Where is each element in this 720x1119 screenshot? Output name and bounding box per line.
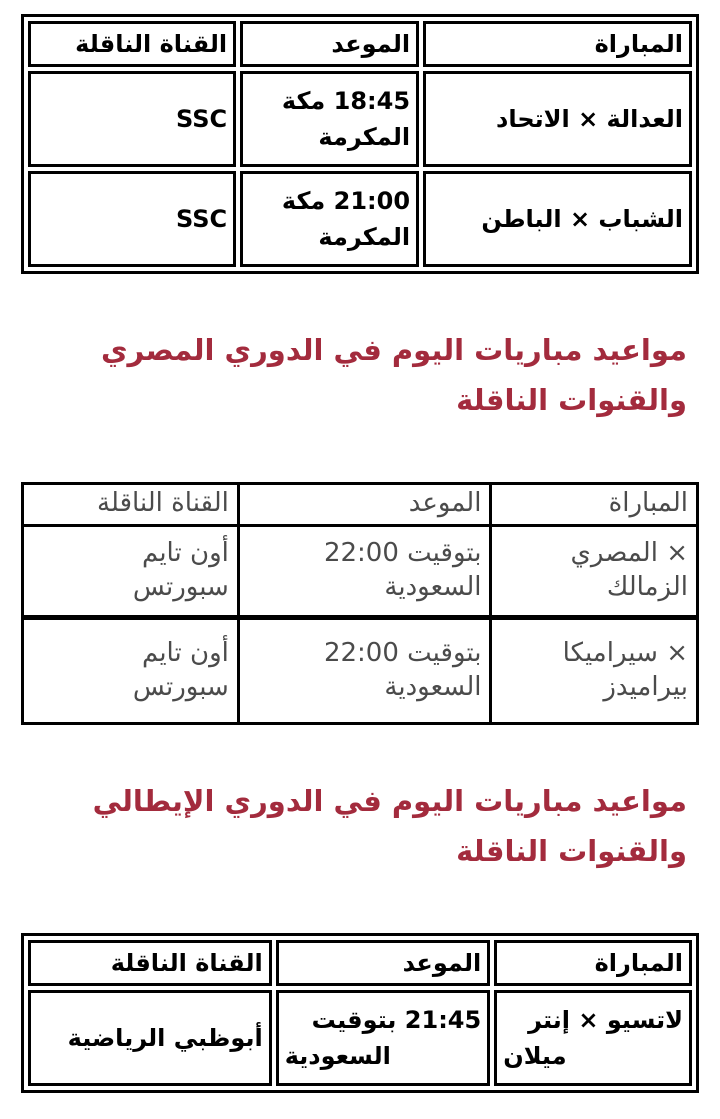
cell-line: السعودية xyxy=(384,671,482,702)
table-row xyxy=(23,617,698,723)
cell-line: سبورتس xyxy=(132,571,229,602)
header-cell-match: المباراة xyxy=(494,940,692,986)
channel-cell xyxy=(28,171,236,267)
heading-line: مواعيد مباريات اليوم في الدوري المصري xyxy=(100,333,687,367)
header-cell-time: الموعد xyxy=(276,940,491,986)
header-cell-match: المباراة xyxy=(491,483,698,525)
schedule-table-saudi xyxy=(21,14,699,274)
channel-cell xyxy=(23,617,239,723)
cell-line: المكرمة xyxy=(318,123,411,151)
table-header-row xyxy=(28,21,692,67)
heading-line: مواعيد مباريات اليوم في الدوري الإيطالي xyxy=(92,783,687,818)
cell-line: السعودية xyxy=(284,1041,391,1070)
channel-cell xyxy=(28,71,236,167)
time-cell xyxy=(238,617,491,723)
schedule-table-egyptian xyxy=(21,482,699,725)
cell-line: ميلان xyxy=(503,1041,567,1070)
cell-line: سيراميكا × xyxy=(562,637,688,668)
table-header-row xyxy=(28,940,692,986)
cell-line: المصري × xyxy=(570,537,688,568)
cell-line: العدالة × الاتحاد xyxy=(496,105,683,133)
header-cell-channel: القناة الناقلة xyxy=(23,483,239,525)
table-row xyxy=(28,990,692,1086)
heading-line: والقنوات الناقلة xyxy=(456,833,687,868)
cell-line: SSC xyxy=(176,105,228,133)
cell-line: أون تايم xyxy=(142,637,229,668)
cell-line: SSC xyxy=(176,205,228,233)
match-cell xyxy=(491,525,698,617)
table-row xyxy=(23,525,698,617)
header-cell-channel: القناة الناقلة xyxy=(28,21,236,67)
cell-line: 22:00 بتوقيت xyxy=(323,637,482,668)
cell-line: أبوظبي الرياضية xyxy=(67,1023,263,1052)
match-cell xyxy=(494,990,692,1086)
cell-line: 21:45 بتوقيت xyxy=(311,1005,482,1034)
cell-line: السعودية xyxy=(384,571,482,602)
header-cell-time: الموعد xyxy=(238,483,491,525)
match-cell xyxy=(491,617,698,723)
cell-line: المكرمة xyxy=(318,223,411,251)
section-heading-egyptian-league xyxy=(21,326,699,426)
cell-line: سبورتس xyxy=(132,671,229,702)
schedule-table-italian xyxy=(21,933,699,1093)
time-cell xyxy=(240,171,419,267)
cell-line: لاتسيو × إنتر xyxy=(528,1005,683,1034)
cell-line: أون تايم xyxy=(142,537,229,568)
match-cell xyxy=(423,171,692,267)
cell-line: الشباب × الباطن xyxy=(481,205,683,233)
match-cell xyxy=(423,71,692,167)
time-cell xyxy=(240,71,419,167)
cell-line: بيراميدز xyxy=(603,671,688,702)
table-row xyxy=(28,71,692,167)
cell-line: 21:00 مكة xyxy=(281,187,411,215)
channel-cell xyxy=(23,525,239,617)
time-cell xyxy=(238,525,491,617)
channel-cell xyxy=(28,990,272,1086)
time-cell xyxy=(276,990,491,1086)
header-cell-match: المباراة xyxy=(423,21,692,67)
section-heading-italian-league xyxy=(21,777,699,877)
table-header-row xyxy=(23,483,698,525)
cell-line: 18:45 مكة xyxy=(281,87,411,115)
header-cell-channel: القناة الناقلة xyxy=(28,940,272,986)
table-row xyxy=(28,171,692,267)
heading-line: والقنوات الناقلة xyxy=(456,382,687,417)
cell-line: 22:00 بتوقيت xyxy=(323,537,482,568)
cell-line: الزمالك xyxy=(606,571,688,602)
header-cell-time: الموعد xyxy=(240,21,419,67)
